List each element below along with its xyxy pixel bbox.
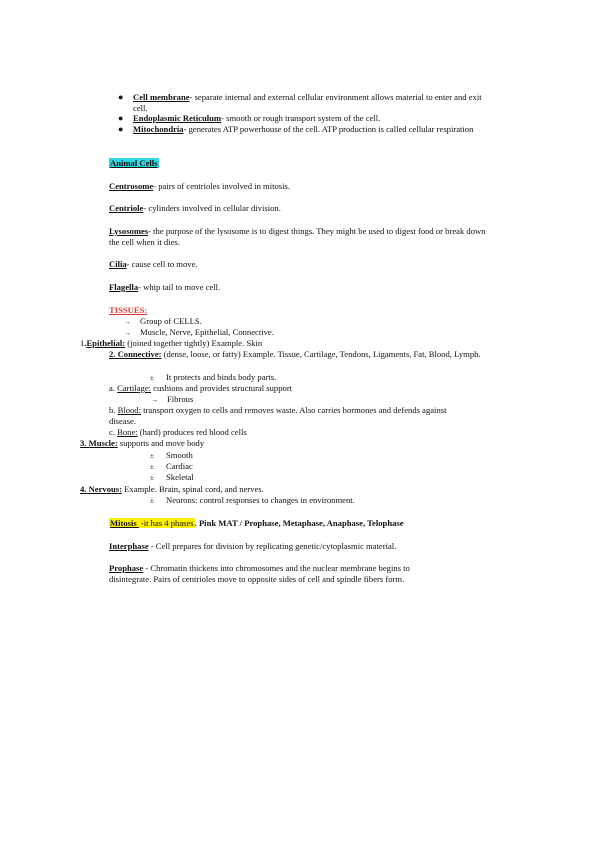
muscle-type-item: ± Cardiac xyxy=(150,461,193,471)
entry-flagella xyxy=(109,282,489,293)
arrow-icon: → xyxy=(124,318,131,326)
tissues-heading: TISSUES: xyxy=(109,305,148,315)
entry-centriole xyxy=(109,203,489,214)
tissue-nervous: 4. Nervous: Example. Brain, spinal cord, and nerves. xyxy=(80,484,264,494)
mitosis-term: Mitosis xyxy=(110,518,139,528)
arrow-icon: → xyxy=(151,396,158,404)
term-endoplasmic-reticulum: Endoplasmic Reticulum xyxy=(133,113,222,123)
definition: - generates ATP powerhouse of the cell. ATP production is called cellular respiration xyxy=(183,124,474,134)
muscle-type-item: ± Skeletal xyxy=(150,472,194,482)
tissue-connective: 2. Connective: (dense, loose, or fatty) Example. Tissue, Cartilage, Tendons, Ligaments, Fat, Blood, Lymph. xyxy=(109,349,481,359)
entry-interphase: Interphase - Cell prepares for division by replicating genetic/cytoplasmic material. xyxy=(109,541,397,551)
term: Centriole xyxy=(109,203,144,213)
animal-cells-heading: Animal Cells xyxy=(110,158,158,168)
entry-prophase: Prophase - Chromatin thickens into chromosomes and the nuclear membrane begins to disintegrate. Pairs of centrioles move to opposite sides of cell and spindle fibers form. xyxy=(109,563,410,584)
mitosis-line xyxy=(109,518,404,529)
definition: - pairs of centrioles involved in mitosis. xyxy=(153,181,290,191)
term: Flagella xyxy=(109,282,139,292)
connective-bone: c. Bone: (hard) produces red blood cells xyxy=(109,427,247,437)
nervous-sub-item: ± Neurons: control responses to changes in environment. xyxy=(150,495,355,505)
definition: - cause cell to move. xyxy=(126,259,198,269)
plus-minus-icon: ± xyxy=(150,463,154,471)
definition: - the purpose of the lysosome is to digest things. They might be used to digest food or break down the cell when it dies. xyxy=(109,226,486,247)
definition: - cylinders involved in cellular division. xyxy=(143,203,281,213)
bullet-icon: ● xyxy=(118,124,124,134)
term: Lysosomes xyxy=(109,226,149,236)
tissues-arrow-item: → Group of CELLS. xyxy=(124,316,202,326)
tissue-epithelial: 1.Epithelial: (joined together tightly) Example. Skin xyxy=(80,338,263,348)
entry-lysosomes xyxy=(109,226,489,247)
tissue-muscle: 3. Muscle: supports and move body xyxy=(80,438,205,448)
cartilage-sub-item: → Fibrous xyxy=(151,394,194,404)
definition: - whip tail to move cell. xyxy=(138,282,221,292)
tissues-arrow-item: → Muscle, Nerve, Epithelial, Connective. xyxy=(124,327,274,337)
arrow-icon: → xyxy=(124,329,131,337)
bullet-icon: ● xyxy=(118,92,124,102)
term-mitochondria: Mitochondria xyxy=(133,124,184,134)
muscle-type-item: ± Smooth xyxy=(150,450,193,460)
definition: - separate internal and external cellular environment allows material to enter and exit cell. xyxy=(133,92,482,113)
entry-cilia xyxy=(109,259,489,270)
term: Cilia xyxy=(109,259,127,269)
plus-minus-icon: ± xyxy=(150,452,154,460)
connective-sub-item: ± It protects and binds body parts. xyxy=(150,372,277,382)
mitosis-desc: -it has 4 phases xyxy=(140,518,194,528)
plus-minus-icon: ± xyxy=(150,474,154,482)
plus-minus-icon: ± xyxy=(150,374,154,382)
mitosis-phases: . Pink MAT / Prophase, Metaphase, Anaphase, Telophase xyxy=(194,518,404,528)
term-cell-membrane: Cell membrane xyxy=(133,92,190,102)
connective-blood: b. Blood: transport oxygen to cells and removes waste. Also carries hormones and defends against disease. xyxy=(109,405,447,426)
bullet-icon: ● xyxy=(118,113,124,123)
term: Centrosome xyxy=(109,181,154,191)
definition: - smooth or rough transport system of the cell. xyxy=(221,113,381,123)
connective-cartilage: a. Cartilage: cushions and provides structural support xyxy=(109,383,293,393)
entry-centrosome xyxy=(109,181,489,192)
plus-minus-icon: ± xyxy=(150,497,154,505)
